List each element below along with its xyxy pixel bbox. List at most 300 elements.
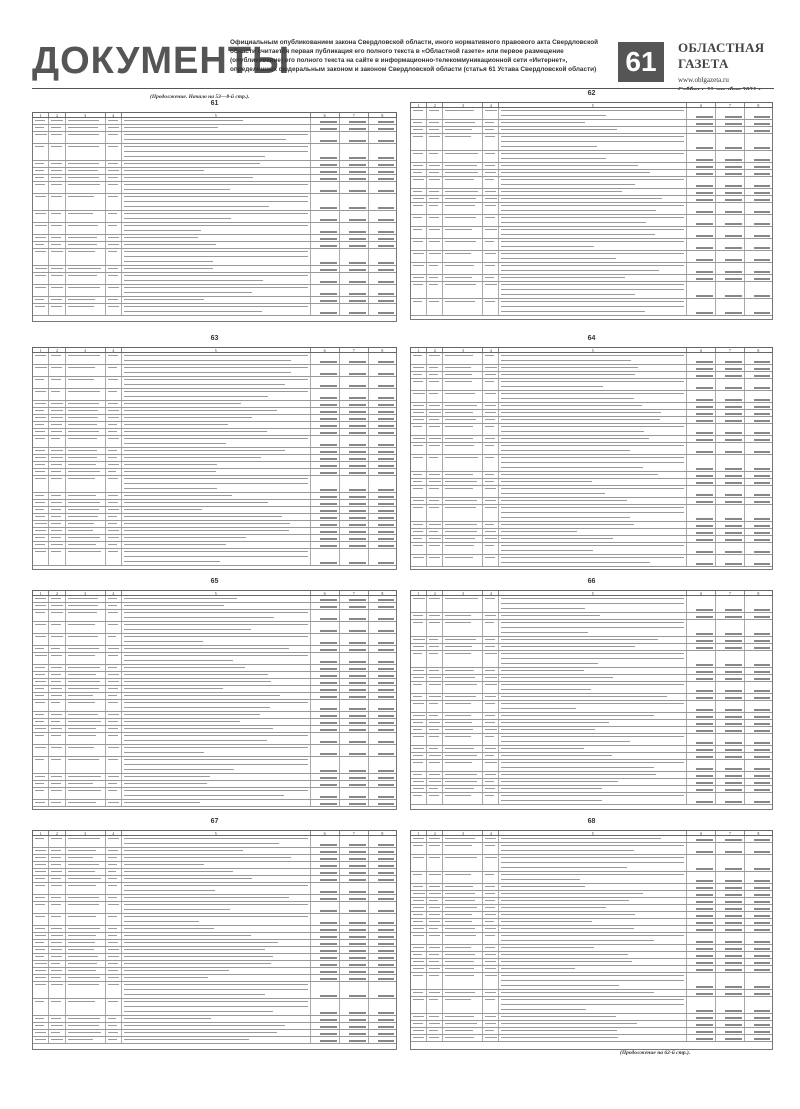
text-line bbox=[725, 399, 742, 401]
table-cell bbox=[66, 408, 106, 414]
table-cell bbox=[745, 555, 772, 566]
table-cell bbox=[340, 940, 369, 946]
table-cell bbox=[122, 249, 311, 265]
text-line bbox=[51, 287, 63, 288]
text-line bbox=[413, 795, 422, 796]
table-cell bbox=[427, 793, 443, 804]
table-cell bbox=[483, 127, 499, 133]
table-row bbox=[33, 182, 396, 194]
text-line bbox=[429, 736, 438, 737]
text-line bbox=[349, 293, 366, 295]
text-line bbox=[501, 708, 575, 709]
text-line bbox=[320, 910, 337, 912]
table-cell bbox=[340, 610, 369, 621]
table-row bbox=[411, 945, 772, 952]
table-cell bbox=[483, 479, 499, 485]
table-cell bbox=[66, 242, 106, 248]
text-line bbox=[124, 916, 308, 917]
text-line bbox=[35, 170, 44, 171]
table-cell bbox=[369, 693, 396, 699]
text-line bbox=[429, 954, 439, 955]
text-line bbox=[696, 901, 713, 903]
text-line bbox=[725, 539, 742, 541]
table-cell bbox=[443, 215, 483, 226]
text-line bbox=[51, 636, 62, 637]
table-row bbox=[411, 952, 772, 959]
table-cell bbox=[49, 422, 65, 428]
table-cell bbox=[443, 793, 483, 804]
text-line bbox=[754, 166, 770, 168]
table-cell bbox=[122, 961, 311, 967]
text-line bbox=[725, 1024, 742, 1026]
text-line bbox=[754, 532, 770, 534]
text-line bbox=[429, 253, 440, 254]
text-line bbox=[35, 237, 46, 238]
text-line bbox=[501, 129, 616, 130]
table-cell bbox=[687, 727, 716, 733]
text-line bbox=[501, 857, 684, 858]
table-cell bbox=[411, 177, 427, 188]
text-line bbox=[501, 639, 657, 640]
table-cell bbox=[483, 486, 499, 497]
text-line bbox=[378, 373, 394, 375]
text-line bbox=[413, 191, 422, 192]
table-cell bbox=[311, 712, 340, 718]
text-line bbox=[320, 618, 337, 620]
table-cell bbox=[106, 757, 122, 773]
table-cell bbox=[49, 408, 65, 414]
text-line bbox=[725, 532, 742, 534]
text-line bbox=[725, 166, 742, 168]
table-cell bbox=[483, 734, 499, 745]
text-line bbox=[124, 237, 198, 238]
table-cell bbox=[411, 651, 427, 667]
text-line bbox=[501, 158, 606, 159]
table-cell bbox=[340, 436, 369, 447]
text-line bbox=[35, 655, 47, 656]
text-line bbox=[413, 722, 423, 723]
text-line bbox=[51, 916, 61, 917]
text-line bbox=[754, 690, 770, 692]
table-cell bbox=[106, 297, 122, 303]
table-cell bbox=[716, 203, 745, 214]
column-header: 5 bbox=[122, 591, 311, 595]
text-line bbox=[35, 747, 46, 748]
table-cell bbox=[411, 215, 427, 226]
table-cell bbox=[66, 693, 106, 699]
table-cell bbox=[122, 528, 311, 534]
text-line bbox=[124, 1025, 285, 1026]
table-cell bbox=[311, 365, 340, 376]
text-line bbox=[501, 762, 684, 763]
table-cell bbox=[483, 353, 499, 364]
text-line bbox=[445, 715, 471, 716]
table-row bbox=[33, 535, 396, 542]
table-cell bbox=[369, 223, 396, 234]
text-line bbox=[68, 213, 94, 214]
text-line bbox=[754, 880, 770, 882]
table-cell bbox=[745, 282, 772, 298]
table-cell bbox=[687, 701, 716, 712]
text-line bbox=[501, 677, 613, 678]
text-line bbox=[485, 557, 495, 558]
text-line bbox=[108, 471, 117, 472]
table-cell bbox=[443, 196, 483, 202]
table-row bbox=[33, 469, 396, 476]
table-cell bbox=[49, 848, 65, 854]
text-line bbox=[349, 642, 366, 644]
column-header: 6 bbox=[687, 831, 716, 835]
table-row bbox=[33, 726, 396, 733]
text-line bbox=[413, 992, 423, 993]
text-line bbox=[378, 599, 394, 601]
table-cell bbox=[443, 227, 483, 238]
text-line bbox=[754, 185, 770, 187]
table-cell bbox=[745, 299, 772, 315]
text-line bbox=[320, 844, 337, 846]
text-line bbox=[35, 759, 44, 760]
table-cell bbox=[122, 1016, 311, 1022]
text-line bbox=[51, 471, 60, 472]
text-line bbox=[429, 438, 440, 439]
table-cell bbox=[745, 760, 772, 771]
text-line bbox=[501, 431, 644, 432]
table-cell bbox=[340, 161, 369, 167]
text-line bbox=[68, 551, 101, 552]
table-row bbox=[33, 285, 396, 297]
table-cell bbox=[122, 448, 311, 454]
text-line bbox=[51, 509, 61, 510]
table-cell bbox=[33, 297, 49, 303]
table-cell bbox=[745, 239, 772, 250]
table-cell bbox=[33, 1037, 49, 1043]
text-line bbox=[429, 615, 440, 616]
text-line bbox=[501, 1037, 618, 1038]
table-cell bbox=[716, 1035, 745, 1041]
text-line bbox=[320, 545, 337, 547]
table-cell bbox=[483, 990, 499, 996]
text-line bbox=[725, 173, 742, 175]
table-cell bbox=[340, 968, 369, 974]
table-cell bbox=[483, 410, 499, 416]
text-line bbox=[754, 941, 770, 943]
table-cell bbox=[411, 443, 427, 454]
table-row bbox=[33, 940, 396, 947]
text-line bbox=[349, 599, 366, 601]
table-cell bbox=[369, 933, 396, 939]
text-line bbox=[68, 942, 95, 943]
table-cell bbox=[66, 125, 106, 131]
text-line bbox=[378, 858, 394, 860]
text-line bbox=[124, 617, 274, 618]
text-line bbox=[485, 703, 495, 704]
text-line bbox=[413, 615, 423, 616]
table-cell bbox=[483, 263, 499, 274]
text-line bbox=[124, 275, 308, 276]
table-row bbox=[33, 1030, 396, 1037]
text-line bbox=[124, 850, 243, 851]
text-line bbox=[501, 550, 593, 551]
table-cell bbox=[687, 379, 716, 390]
text-line bbox=[68, 864, 100, 865]
table-cell bbox=[687, 505, 716, 521]
table-row bbox=[33, 175, 396, 182]
table-cell bbox=[483, 644, 499, 650]
table-cell bbox=[340, 415, 369, 421]
table-cell bbox=[427, 898, 443, 904]
text-line bbox=[349, 668, 366, 670]
table-cell bbox=[745, 353, 772, 364]
text-line bbox=[696, 768, 713, 770]
table-cell bbox=[443, 973, 483, 989]
table-cell bbox=[33, 968, 49, 974]
text-line bbox=[35, 776, 45, 777]
text-line bbox=[35, 612, 45, 613]
table-cell bbox=[427, 694, 443, 700]
text-line bbox=[68, 728, 96, 729]
text-line bbox=[429, 1023, 440, 1024]
table-cell bbox=[687, 973, 716, 989]
text-line bbox=[124, 681, 271, 682]
table-row bbox=[33, 665, 396, 672]
text-line bbox=[485, 198, 497, 199]
text-line bbox=[320, 157, 337, 159]
table-panel bbox=[32, 578, 397, 810]
column-header: 1 bbox=[33, 831, 49, 835]
table-cell bbox=[411, 299, 427, 315]
table-row bbox=[411, 694, 772, 701]
paper-url[interactable]: www.oblgazeta.ru bbox=[678, 76, 729, 84]
table-row bbox=[33, 304, 396, 316]
table-cell bbox=[33, 161, 49, 167]
table-cell bbox=[427, 919, 443, 925]
text-line bbox=[51, 935, 63, 936]
text-line bbox=[485, 277, 494, 278]
text-line bbox=[124, 450, 285, 451]
table-cell bbox=[106, 514, 122, 520]
text-line bbox=[108, 237, 120, 238]
text-line bbox=[429, 795, 439, 796]
table-cell bbox=[499, 793, 687, 804]
text-line bbox=[378, 1026, 394, 1028]
table-cell bbox=[122, 700, 311, 711]
table-cell bbox=[122, 774, 311, 780]
table-cell bbox=[340, 273, 369, 284]
text-line bbox=[108, 516, 117, 517]
text-line bbox=[413, 355, 422, 356]
text-line bbox=[378, 722, 394, 724]
text-line bbox=[445, 992, 474, 993]
table-cell bbox=[427, 720, 443, 726]
table-row bbox=[411, 436, 772, 443]
table-cell bbox=[33, 285, 49, 296]
text-line bbox=[108, 1032, 118, 1033]
table-cell bbox=[483, 505, 499, 521]
table-cell bbox=[411, 919, 427, 925]
text-line bbox=[725, 768, 742, 770]
table-cell bbox=[369, 401, 396, 407]
table-cell bbox=[66, 757, 106, 773]
table-cell bbox=[311, 757, 340, 773]
text-line bbox=[35, 916, 45, 917]
table-cell bbox=[340, 855, 369, 861]
table-cell bbox=[49, 429, 65, 435]
text-line bbox=[68, 984, 99, 985]
table-cell bbox=[106, 712, 122, 718]
text-line bbox=[51, 544, 63, 545]
text-line bbox=[725, 375, 742, 377]
table-cell bbox=[340, 175, 369, 181]
text-line bbox=[413, 445, 423, 446]
table-cell bbox=[340, 493, 369, 499]
text-line bbox=[108, 450, 117, 451]
table-cell bbox=[33, 462, 49, 468]
text-line bbox=[485, 500, 496, 501]
text-line bbox=[754, 211, 770, 213]
table-cell bbox=[411, 522, 427, 528]
text-line bbox=[413, 198, 424, 199]
table-cell bbox=[411, 734, 427, 745]
text-line bbox=[445, 762, 471, 763]
table-cell bbox=[311, 500, 340, 506]
table-cell bbox=[66, 883, 106, 894]
table-cell bbox=[745, 682, 772, 693]
text-line bbox=[485, 524, 494, 525]
text-line bbox=[696, 789, 713, 791]
text-line bbox=[429, 788, 438, 789]
text-line bbox=[445, 426, 473, 427]
table-row bbox=[33, 848, 396, 855]
text-line bbox=[320, 851, 337, 853]
table-cell bbox=[483, 753, 499, 759]
text-line bbox=[320, 281, 337, 283]
table-cell bbox=[49, 235, 65, 241]
table-cell bbox=[311, 975, 340, 981]
section-title: ДОКУМЕНТЫ bbox=[32, 40, 291, 82]
text-line bbox=[429, 893, 441, 894]
text-line bbox=[108, 956, 120, 957]
table-cell bbox=[483, 1014, 499, 1020]
text-line bbox=[413, 481, 422, 482]
table-cell bbox=[745, 196, 772, 202]
text-line bbox=[429, 729, 439, 730]
table-cell bbox=[687, 872, 716, 883]
text-line bbox=[696, 387, 713, 389]
column-header: 6 bbox=[687, 103, 716, 107]
text-line bbox=[349, 538, 366, 540]
text-line bbox=[501, 500, 627, 501]
text-line bbox=[445, 1016, 473, 1017]
text-line bbox=[349, 770, 366, 772]
table-cell bbox=[33, 726, 49, 732]
table-cell bbox=[340, 634, 369, 645]
table-cell bbox=[411, 872, 427, 883]
table-cell bbox=[716, 872, 745, 883]
text-line bbox=[124, 909, 230, 910]
table-cell bbox=[66, 672, 106, 678]
table-cell bbox=[33, 242, 49, 248]
table-row bbox=[411, 884, 772, 891]
table-cell bbox=[369, 672, 396, 678]
table-cell bbox=[122, 902, 311, 913]
table-cell bbox=[66, 455, 106, 461]
table-cell bbox=[499, 872, 687, 883]
text-line bbox=[124, 556, 308, 557]
table-cell bbox=[499, 498, 687, 504]
table-cell bbox=[427, 170, 443, 176]
text-line bbox=[501, 450, 630, 451]
table-row bbox=[411, 251, 772, 263]
text-line bbox=[349, 851, 366, 853]
table-cell bbox=[340, 448, 369, 454]
text-line bbox=[124, 612, 308, 613]
text-line bbox=[696, 563, 713, 565]
table-cell bbox=[427, 734, 443, 745]
text-line bbox=[754, 259, 770, 261]
text-line bbox=[108, 403, 118, 404]
text-line bbox=[754, 775, 770, 777]
text-line bbox=[349, 1012, 366, 1014]
text-line bbox=[320, 898, 337, 900]
text-line bbox=[378, 190, 394, 192]
text-line bbox=[349, 618, 366, 620]
table-cell bbox=[745, 779, 772, 785]
table-cell bbox=[745, 1035, 772, 1041]
text-line bbox=[68, 544, 97, 545]
table-cell bbox=[499, 127, 687, 133]
text-line bbox=[320, 729, 337, 731]
text-line bbox=[378, 898, 394, 900]
table-row bbox=[33, 514, 396, 521]
text-line bbox=[429, 488, 439, 489]
text-line bbox=[51, 970, 62, 971]
table-cell bbox=[340, 961, 369, 967]
table-cell bbox=[411, 379, 427, 390]
table-row bbox=[411, 959, 772, 966]
table-cell bbox=[427, 713, 443, 719]
text-line bbox=[51, 681, 61, 682]
table-cell bbox=[443, 753, 483, 759]
table-row bbox=[33, 603, 396, 610]
table-cell bbox=[340, 235, 369, 241]
text-line bbox=[378, 531, 394, 533]
text-line bbox=[349, 496, 366, 498]
table-cell bbox=[716, 127, 745, 133]
text-line bbox=[68, 688, 100, 689]
text-line bbox=[35, 735, 44, 736]
table-cell bbox=[33, 610, 49, 621]
table-cell bbox=[443, 275, 483, 281]
text-line bbox=[696, 1010, 713, 1012]
text-line bbox=[725, 235, 742, 237]
table-row bbox=[33, 242, 396, 249]
table-cell bbox=[369, 436, 396, 447]
text-line bbox=[501, 393, 684, 394]
table-cell bbox=[49, 353, 65, 364]
table-cell bbox=[411, 282, 427, 298]
text-line bbox=[754, 756, 770, 758]
text-line bbox=[68, 802, 96, 803]
text-line bbox=[754, 475, 770, 477]
table-cell bbox=[311, 733, 340, 744]
text-line bbox=[725, 671, 742, 673]
text-line bbox=[51, 502, 62, 503]
table-cell bbox=[499, 472, 687, 478]
column-header: 6 bbox=[311, 591, 340, 595]
table-cell bbox=[369, 448, 396, 454]
text-line bbox=[51, 857, 60, 858]
table-cell bbox=[369, 836, 396, 847]
